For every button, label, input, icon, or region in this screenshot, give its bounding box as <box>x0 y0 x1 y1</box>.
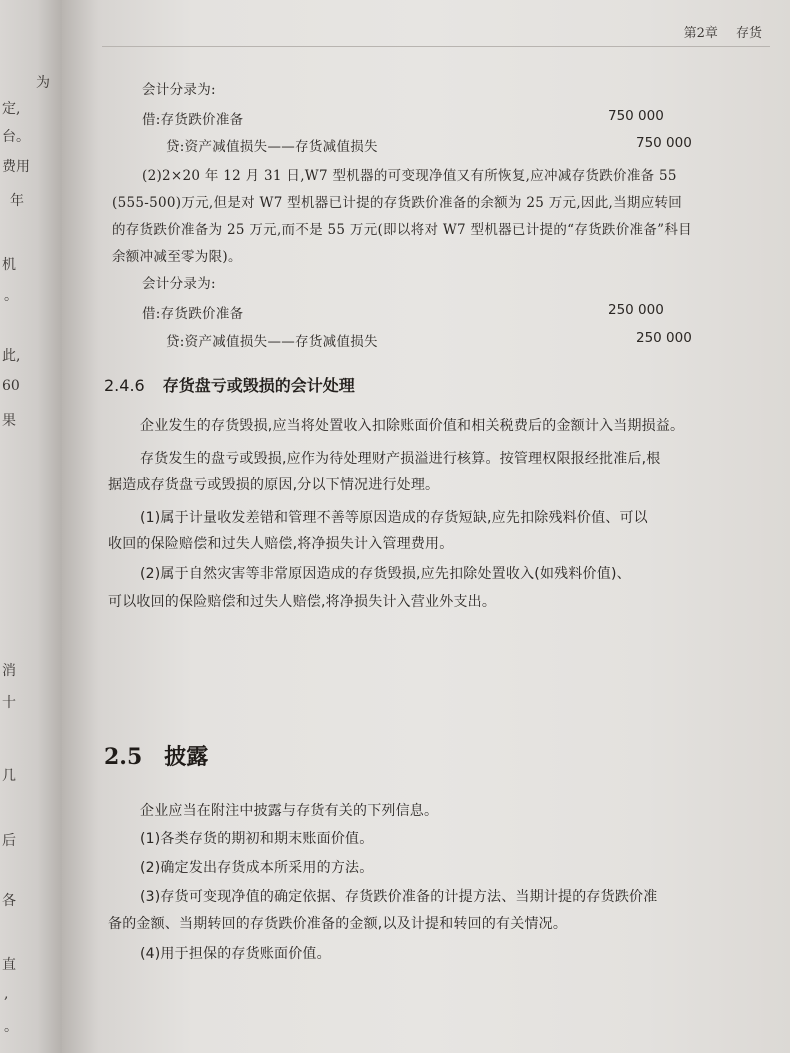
section-246-line: 可以收回的保险赔偿和过失人赔偿,将净损失计入营业外支出。 <box>108 594 497 610</box>
section-246-line: 收回的保险赔偿和过失人赔偿,将净损失计入管理费用。 <box>108 536 454 552</box>
left-fragment: 后 <box>2 833 16 849</box>
header-rule <box>102 46 770 47</box>
para2-line: 余额冲减至零为限)。 <box>112 249 242 265</box>
section-246-title: 存货盘亏或毁损的会计处理 <box>162 376 355 395</box>
section-246-line: (2)属于自然灾害等非常原因造成的存货毁损,应先扣除处置收入(如残料价值)、 <box>140 566 631 582</box>
section-246-line: (1)属于计量收发差错和管理不善等原因造成的存货短缺,应先扣除残料价值、可以 <box>140 510 648 526</box>
left-fragment: 。 <box>4 1019 18 1035</box>
para2-line: (2)2×20 年 12 月 31 日,W7 型机器的可变现净值又有所恢复,应冲减存货跌价准备 55 <box>142 168 677 184</box>
header-title: 存货 <box>735 26 762 41</box>
left-fragment: 年 <box>10 193 24 209</box>
left-fragment: 费用 <box>2 159 30 175</box>
entry1-intro: 会计分录为: <box>142 82 216 98</box>
entry1-debit-label: 借:存货跌价准备 <box>142 112 244 128</box>
left-fragment: 60 <box>2 378 20 394</box>
left-fragment: 此, <box>2 348 21 364</box>
section-25-line: (1)各类存货的期初和期末账面价值。 <box>140 831 374 847</box>
left-fragment: 几 <box>2 768 16 784</box>
para2-line: 的存货跌价准备为 25 万元,而不是 55 万元(即以将对 W7 型机器已计提的“存货跌价准备”科目 <box>112 222 692 238</box>
section-246-line: 企业发生的存货毁损,应当将处置收入扣除账面价值和相关税费后的金额计入当期损益。 <box>140 418 685 434</box>
entry1-debit-amount: 750 000 <box>608 108 664 124</box>
entry2-intro: 会计分录为: <box>142 276 216 292</box>
left-page-edge <box>0 0 62 1053</box>
left-fragment: 消 <box>2 663 16 679</box>
left-fragment: 果 <box>2 413 16 429</box>
entry2-credit-label: 贷:资产减值损失——存货减值损失 <box>166 334 378 350</box>
running-header <box>684 22 762 41</box>
section-25-line: 备的金额、当期转回的存货跌价准备的金额,以及计提和转回的有关情况。 <box>108 916 568 932</box>
entry1-credit-amount: 750 000 <box>636 135 692 151</box>
left-fragment: 十 <box>2 695 16 711</box>
section-25-line: 企业应当在附注中披露与存货有关的下列信息。 <box>140 803 439 819</box>
section-25-number: 2.5 <box>104 744 143 770</box>
left-fragment: 为 <box>36 75 50 91</box>
section-246-line: 据造成存货盘亏或毁损的原因,分以下情况进行处理。 <box>108 477 440 493</box>
header-chapter: 第2章 <box>683 26 718 41</box>
entry2-debit-label: 借:存货跌价准备 <box>142 306 244 322</box>
section-25-heading <box>104 740 208 771</box>
left-fragment: 机 <box>2 257 16 273</box>
section-246-number: 2.4.6 <box>104 376 145 395</box>
section-25-line: (4)用于担保的存货账面价值。 <box>140 946 331 962</box>
book-page <box>62 0 790 1053</box>
entry2-debit-amount: 250 000 <box>608 302 664 318</box>
entry1-credit-label: 贷:资产减值损失——存货减值损失 <box>166 139 378 155</box>
left-fragment: 直 <box>2 957 16 973</box>
section-246-heading <box>104 373 355 396</box>
left-fragment: , <box>4 986 9 1002</box>
left-fragment: 定, <box>2 101 21 117</box>
section-25-line: (3)存货可变现净值的确定依据、存货跌价准备的计提方法、当期计提的存货跌价准 <box>140 889 658 905</box>
section-25-line: (2)确定发出存货成本所采用的方法。 <box>140 860 374 876</box>
left-fragment: 台。 <box>2 129 30 145</box>
left-fragment: 各 <box>2 893 16 909</box>
section-25-title: 披露 <box>164 744 209 770</box>
para2-line: (555-500)万元,但是对 W7 型机器已计提的存货跌价准备的余额为 25 万元,因此,当期应转回 <box>112 195 683 211</box>
entry2-credit-amount: 250 000 <box>636 330 692 346</box>
section-246-line: 存货发生的盘亏或毁损,应作为待处理财产损溢进行核算。按管理权限报经批准后,根 <box>140 451 661 467</box>
left-fragment: 。 <box>4 288 18 304</box>
